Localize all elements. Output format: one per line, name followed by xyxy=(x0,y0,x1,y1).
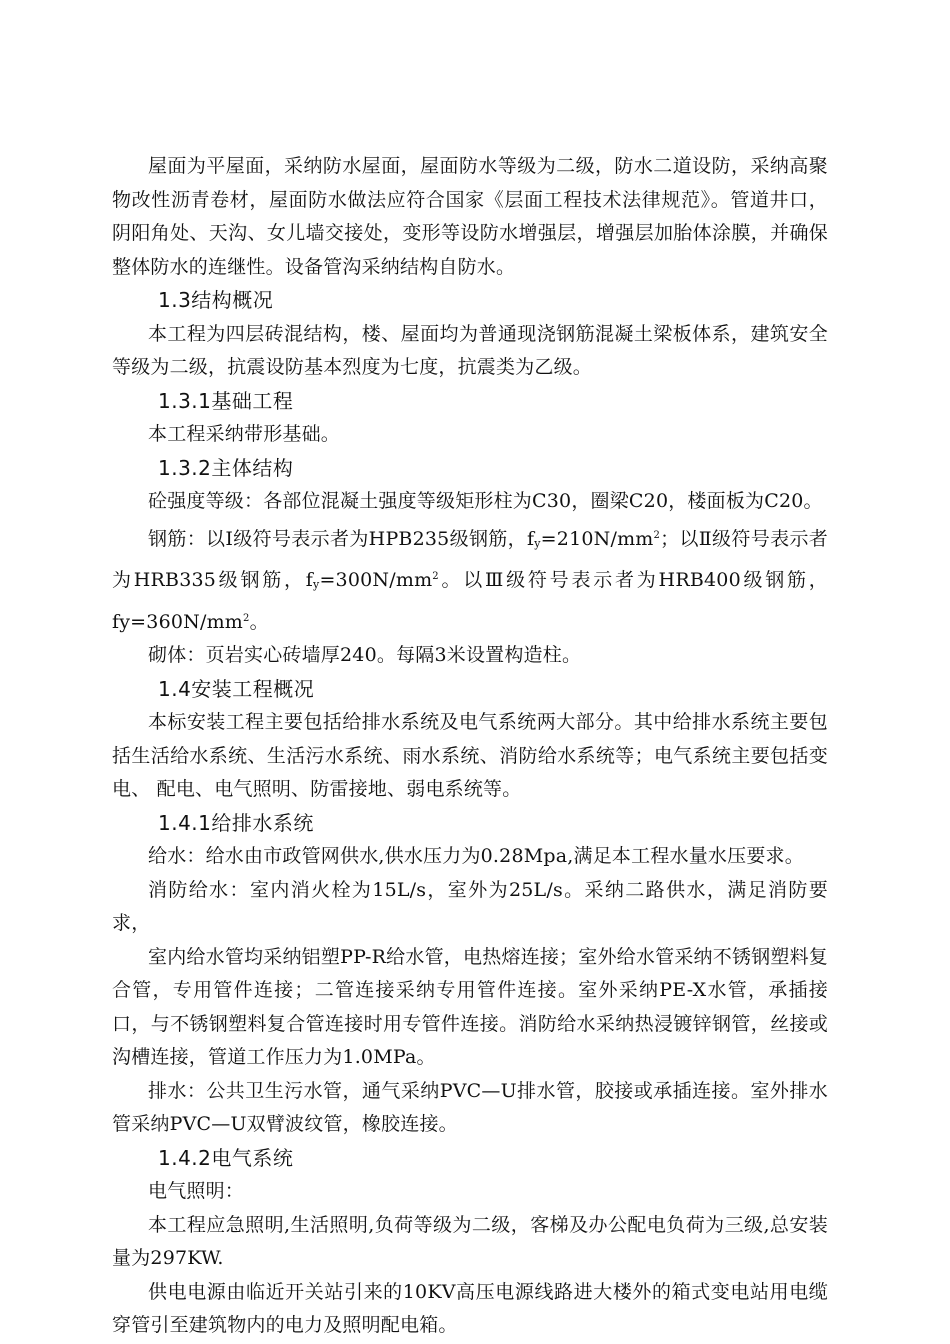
heading-1-3-1: 1.3.1基础工程 xyxy=(158,388,294,413)
paragraph-drainage: 排水：公共卫生污水管，通气采纳PVC—U排水管，胶接或承插连接。室外排水管采纳PVC—U双臂波纹管，橡胶连接。 xyxy=(112,1079,828,1135)
paragraph-fire-water: 消防给水：室内消火栓为15L/s，室外为25L/s。采纳二路供水，满足消防要求， xyxy=(112,878,828,934)
paragraph-foundation: 本工程采纳带形基础。 xyxy=(148,423,341,445)
rebar-subscript-1: y xyxy=(534,536,541,550)
rebar-text-b: =210N/mm xyxy=(540,527,654,550)
rebar-superscript-1: 2 xyxy=(653,529,661,541)
paragraph-pipes: 室内给水管均采纳铝塑PP-R给水管，电热熔连接；室外给水管采纳不锈钢塑料复合管，专用管件连接；二管连接采纳专用管件连接。室外采纳PE-X水管，承插接口，与不锈钢塑料复合管连接时用专管件连接。消防给水采纳热浸镀锌钢管，丝接或沟槽连接，管道工作压力为1.0MPa。 xyxy=(112,945,828,1068)
heading-1-4: 1.4安装工程概况 xyxy=(158,676,315,701)
paragraph-lighting: 本工程应急照明,生活照明,负荷等级为二级，客梯及办公配电负荷为三级,总安装量为297KW. xyxy=(112,1213,828,1269)
rebar-text-e: 。以Ⅲ级符号表示者为HRB400级钢筋，fy=360N/mm xyxy=(112,569,828,633)
paragraph-lighting-label: 电气照明： xyxy=(148,1180,245,1202)
paragraph-structure: 本工程为四层砖混结构，楼、屋面均为普通现浇钢筋混凝土梁板体系，建筑安全等级为二级，抗震设防基本烈度为七度，抗震类为乙级。 xyxy=(112,322,828,378)
paragraph-concrete: 砼强度等级：各部位混凝土强度等级矩形柱为C30，圈梁C20，楼面板为C20。 xyxy=(148,490,823,512)
paragraph-water-supply: 给水：给水由市政管网供水,供水压力为0.28Mpa,满足本工程水量水压要求。 xyxy=(148,845,804,867)
paragraph-install: 本标安装工程主要包括给排水系统及电气系统两大部分。其中给排水系统主要包括生活给水系统、生活污水系统、雨水系统、消防给水系统等；电气系统主要包括变电、 配电、电气照明、防雷接地、弱电系统等。 xyxy=(112,711,828,800)
heading-1-4-2: 1.4.2电气系统 xyxy=(158,1145,294,1170)
rebar-text-d: =300N/mm xyxy=(319,569,433,591)
paragraph-rebar xyxy=(112,519,828,640)
rebar-subscript-2: y xyxy=(313,578,320,591)
rebar-superscript-3: 2 xyxy=(243,612,250,624)
heading-1-3-2: 1.3.2主体结构 xyxy=(158,455,294,480)
document-page xyxy=(112,150,828,1343)
paragraph-roof: 屋面为平屋面，采纳防水屋面，屋面防水等级为二级，防水二道设防，采纳高聚物改性沥青卷材，屋面防水做法应符合国家《层面工程技术法律规范》。管道井口，阴阳角处、天沟、女儿墙交接处，变形等设防水增强层，增强层加胎体涂膜，并确保整体防水的连继性。设备管沟采纳结构自防水。 xyxy=(112,155,828,278)
rebar-text-c: ；以Ⅱ级符号表示者为HRB335级钢筋，f xyxy=(112,527,828,591)
rebar-text-f: 。 xyxy=(249,610,269,633)
rebar-text-a: 钢筋：以Ⅰ级符号表示者为HPB235级钢筋，f xyxy=(148,527,535,550)
heading-1-3: 1.3结构概况 xyxy=(158,288,274,312)
paragraph-power: 供电电源由临近开关站引来的10KV高压电源线路进大楼外的箱式变电站用电缆穿管引至建筑物内的电力及照明配电箱。 xyxy=(112,1280,828,1336)
paragraph-masonry: 砌体：页岩实心砖墙厚240。每隔3米设置构造柱。 xyxy=(148,644,582,666)
heading-1-4-1: 1.4.1给排水系统 xyxy=(158,810,314,835)
rebar-superscript-2: 2 xyxy=(432,571,439,582)
